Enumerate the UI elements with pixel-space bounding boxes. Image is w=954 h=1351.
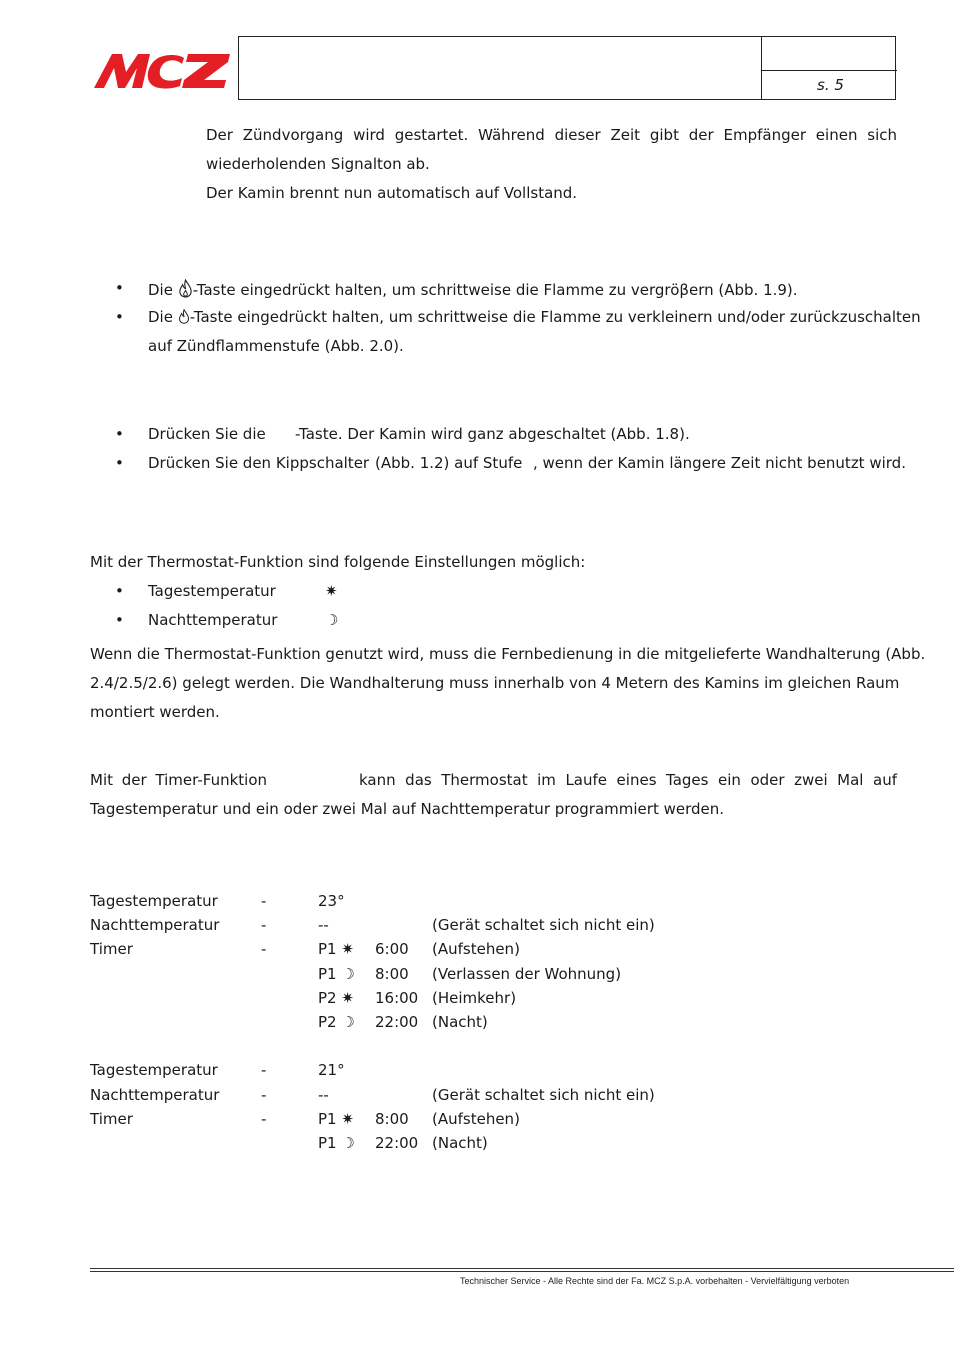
ignition-line: Der Kamin brennt nun automatisch auf Vollstand.	[206, 184, 578, 202]
row-prog: 23°	[318, 892, 345, 910]
day-temp-label: Tagestemperatur	[148, 582, 276, 600]
moon-icon: ☽	[325, 611, 339, 629]
row-dash: -	[261, 1110, 267, 1128]
page-number: s. 5	[817, 76, 844, 94]
row-prog: 21°	[318, 1061, 345, 1079]
footer-rule	[90, 1271, 954, 1272]
footer-copyright: Technischer Service - Alle Rechte sind der Fa. MCZ S.p.A. vorbehalten - Vervielfältigung verboten	[460, 1276, 850, 1286]
row-prog: P1 ☽	[318, 1134, 355, 1152]
night-temp-label: Nachttemperatur	[148, 611, 278, 629]
ignition-line: Der Zündvorgang wird gestartet. Während dieser Zeit gibt der Empfänger einen sich	[206, 126, 897, 144]
switch-item-c: , wenn der Kamin längere Zeit nicht benutzt wird.	[533, 454, 906, 472]
row-time: 8:00	[375, 1110, 409, 1128]
row-note: (Nacht)	[432, 1134, 488, 1152]
thermostat-para: Wenn die Thermostat-Funktion genutzt wird, muss die Fernbedienung in die mitgelieferte Wandhalterung (Abb.	[90, 645, 926, 663]
sun-icon: ✷	[325, 582, 338, 600]
row-note: (Aufstehen)	[432, 1110, 520, 1128]
row-label: Timer	[90, 1110, 133, 1128]
row-note: (Verlassen der Wohnung)	[432, 965, 622, 983]
bullet: •	[115, 454, 124, 472]
row-note: (Gerät schaltet sich nicht ein)	[432, 1086, 655, 1104]
timer-line: Tagestemperatur und ein oder zwei Mal auf Nachttemperatur programmiert werden.	[90, 800, 725, 818]
header-divider	[761, 70, 897, 71]
row-label: Tagestemperatur	[90, 1061, 218, 1079]
row-label: Nachttemperatur	[90, 916, 220, 934]
row-dash: -	[261, 1061, 267, 1079]
row-time: 16:00	[375, 989, 419, 1007]
footer-rule	[90, 1268, 954, 1269]
row-prog: P2 ✷	[318, 989, 354, 1007]
row-note: (Gerät schaltet sich nicht ein)	[432, 916, 655, 934]
row-note: (Nacht)	[432, 1013, 488, 1031]
row-prog: P1 ✷	[318, 940, 354, 958]
bullet: •	[115, 308, 124, 326]
flame-down-item: Die -Taste eingedrückt halten, um schrittweise die Flamme zu verkleinern und/oder zurückzuschalten	[148, 308, 921, 326]
timer-line-a: Mit der Timer-Funktion	[90, 771, 267, 789]
row-prog: P2 ☽	[318, 1013, 355, 1031]
row-prog: --	[318, 916, 329, 934]
row-label: Tagestemperatur	[90, 892, 218, 910]
bullet: •	[115, 582, 124, 600]
row-note: (Heimkehr)	[432, 989, 517, 1007]
row-prog: --	[318, 1086, 329, 1104]
bullet: •	[115, 611, 124, 629]
mcz-logo	[92, 50, 232, 90]
thermostat-para: montiert werden.	[90, 703, 220, 721]
flame-down-item-cont: auf Zündflammenstufe (Abb. 2.0).	[148, 337, 404, 355]
row-prog: P1 ☽	[318, 965, 355, 983]
row-dash: -	[261, 1086, 267, 1104]
row-time: 6:00	[375, 940, 409, 958]
bullet: •	[115, 425, 124, 443]
switch-item-a: Drücken Sie den Kippschalter	[148, 454, 370, 472]
timer-line-b: kann das Thermostat im Laufe eines Tages ein oder zwei Mal auf	[359, 771, 897, 789]
thermostat-intro: Mit der Thermostat-Funktion sind folgende Einstellungen möglich:	[90, 553, 586, 571]
row-time: 8:00	[375, 965, 409, 983]
header-divider	[761, 36, 762, 100]
off-item-b: -Taste. Der Kamin wird ganz abgeschaltet (Abb. 1.8).	[295, 425, 690, 443]
flame-large-icon	[178, 279, 193, 298]
row-label: Timer	[90, 940, 133, 958]
ignition-line: wiederholenden Signalton ab.	[206, 155, 430, 173]
row-label: Nachttemperatur	[90, 1086, 220, 1104]
row-dash: -	[261, 940, 267, 958]
header-box	[238, 36, 896, 100]
row-prog: P1 ✷	[318, 1110, 354, 1128]
bullet: •	[115, 279, 124, 297]
flame-up-item: Die -Taste eingedrückt halten, um schrittweise die Flamme zu vergröβern (Abb. 1.9).	[148, 281, 798, 299]
thermostat-para: 2.4/2.5/2.6) gelegt werden. Die Wandhalterung muss innerhalb von 4 Metern des Kamins im gleichen Raum	[90, 674, 900, 692]
row-dash: -	[261, 892, 267, 910]
row-note: (Aufstehen)	[432, 940, 520, 958]
flame-small-icon	[178, 309, 190, 324]
row-time: 22:00	[375, 1013, 419, 1031]
row-time: 22:00	[375, 1134, 419, 1152]
row-dash: -	[261, 916, 267, 934]
off-item-a: Drücken Sie die	[148, 425, 266, 443]
switch-item-b: (Abb. 1.2) auf Stufe	[375, 454, 523, 472]
